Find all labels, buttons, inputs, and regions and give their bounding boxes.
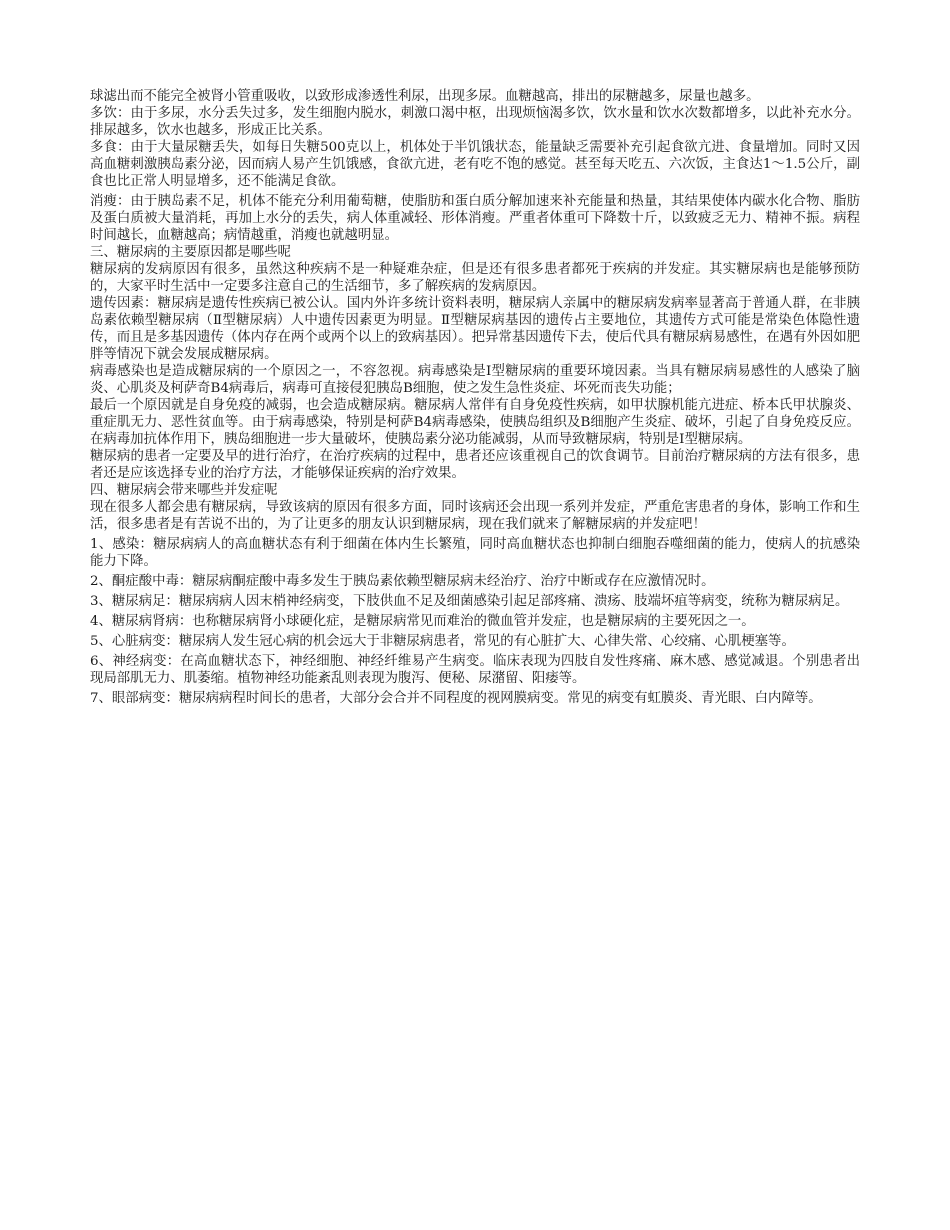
paragraph-polyuria-cont: 球滤出而不能完全被肾小管重吸收，以致形成渗透性利尿，出现多尿。血糖越高，排出的尿糖越多，尿量也越多。 [90, 89, 760, 104]
document-body [90, 88, 860, 710]
list-item-neuropathy: 6、神经病变：在高血糖状态下，神经细胞、神经纤维易产生病变。临床表现为四肢自发性疼痛、麻木感、感觉减退。个别患者出现局部肌无力、肌萎缩。植物神经功能紊乱则表现为腹泻、便秘、尿潴留、阳痿等。 [90, 654, 860, 686]
section-heading-complications: 四、糖尿病会带来哪些并发症呢 [90, 483, 278, 498]
paragraph-polydipsia: 多饮：由于多尿，水分丢失过多，发生细胞内脱水，刺激口渴中枢，出现烦恼渴多饮，饮水量和饮水次数都增多，以此补充水分。排尿越多，饮水也越多，形成正比关系。 [90, 106, 860, 138]
paragraph-polyphagia: 多食：由于大量尿糖丢失，如每日失糖500克以上，机体处于半饥饿状态，能量缺乏需要补充引起食欲亢进、食量增加。同时又因高血糖刺激胰岛素分泌，因而病人易产生饥饿感，食欲亢进，老有吃不饱的感觉。甚至每天吃五、六次饭，主食达1～1.5公斤，副食也比正常人明显增多，还不能满足食欲。 [90, 140, 860, 189]
list-item-infection: 1、感染：糖尿病病人的高血糖状态有利于细菌在体内生长繁殖，同时高血糖状态也抑制白细胞吞噬细菌的能力，使病人的抗感染能力下降。 [90, 537, 860, 569]
section-heading-causes: 三、糖尿病的主要原因都是哪些呢 [90, 245, 291, 260]
list-item-nephropathy: 4、糖尿病肾病：也称糖尿病肾小球硬化症，是糖尿病常见而难治的微血管并发症，也是糖尿病的主要死因之一。 [90, 614, 755, 629]
list-item-heart-disease: 5、心脏病变：糖尿病人发生冠心病的机会远大于非糖尿病患者，常见的有心脏扩大、心律失常、心绞痛、心肌梗塞等。 [90, 634, 795, 649]
list-item-diabetic-foot: 3、糖尿病足：糖尿病病人因末梢神经病变，下肢供血不足及细菌感染引起足部疼痛、溃疡、肢端坏疽等病变，统称为糖尿病足。 [90, 594, 849, 609]
list-item-ketoacidosis: 2、酮症酸中毒：糖尿病酮症酸中毒多发生于胰岛素依赖型糖尿病未经治疗、治疗中断或存在应激情况时。 [90, 574, 715, 589]
paragraph-viral-infection: 病毒感染也是造成糖尿病的一个原因之一，不容忽视。病毒感染是Ⅰ型糖尿病的重要环境因素。当具有糖尿病易感性的人感染了脑炎、心肌炎及柯萨奇B4病毒后，病毒可直接侵犯胰岛B细胞，使之发生急性炎症、坏死而丧失功能； [90, 364, 860, 396]
paragraph-weight-loss: 消瘦：由于胰岛素不足，机体不能充分利用葡萄糖，使脂肪和蛋白质分解加速来补充能量和热量，其结果使体内碳水化合物、脂肪及蛋白质被大量消耗，再加上水分的丢失，病人体重减轻、形体消瘦。严重者体重可下降数十斤，以致疲乏无力、精神不振。病程时间越长，血糖越高；病情越重，消瘦也就越明显。 [90, 194, 860, 243]
paragraph-genetic-factors: 遗传因素：糖尿病是遗传性疾病已被公认。国内外许多统计资料表明，糖尿病人亲属中的糖尿病发病率显著高于普通人群，在非胰岛素依赖型糖尿病（Ⅱ型糖尿病）人中遗传因素更为明显。Ⅱ型糖尿病基因的遗传占主要地位，其遗传方式可能是常染色体隐性遗传，而且是多基因遗传（体内存在两个或两个以上的致病基因）。把异常基因遗传下去，使后代具有糖尿病易感性，在遇有外因如肥胖等情况下就会发展成糖尿病。 [90, 296, 860, 362]
paragraph-causes-intro: 糖尿病的发病原因有很多，虽然这种疾病不是一种疑难杂症，但是还有很多患者都死于疾病的并发症。其实糖尿病也是能够预防的，大家平时生活中一定要多注意自己的生活细节，多了解疾病的发病原因。 [90, 262, 860, 294]
list-item-eye-disease: 7、眼部病变：糖尿病病程时间长的患者，大部分会合并不同程度的视网膜病变。常见的病变有虹膜炎、青光眼、白内障等。 [90, 691, 822, 706]
paragraph-autoimmunity: 最后一个原因就是自身免疫的减弱，也会造成糖尿病。糖尿病人常伴有自身免疫性疾病，如甲状腺机能亢进症、桥本氏甲状腺炎、重症肌无力、恶性贫血等。由于病毒感染，特别是柯萨B4病毒感染，使胰岛组织及B细胞产生炎症、破坏，引起了自身免疫反应。在病毒加抗体作用下，胰岛细胞进一步大量破坏，使胰岛素分泌功能减弱，从而导致糖尿病，特别是Ⅰ型糖尿病。 [90, 398, 860, 447]
paragraph-complications-intro: 现在很多人都会患有糖尿病，导致该病的原因有很多方面，同时该病还会出现一系列并发症，严重危害患者的身体，影响工作和生活，很多患者是有苦说不出的，为了让更多的朋友认识到糖尿病，现在我们就来了解糖尿病的并发症吧！ [90, 500, 860, 532]
paragraph-treatment-advice: 糖尿病的患者一定要及早的进行治疗，在治疗疾病的过程中，患者还应该重视自己的饮食调节。目前治疗糖尿病的方法有很多，患者还是应该选择专业的治疗方法，才能够保证疾病的治疗效果。 [90, 449, 860, 481]
